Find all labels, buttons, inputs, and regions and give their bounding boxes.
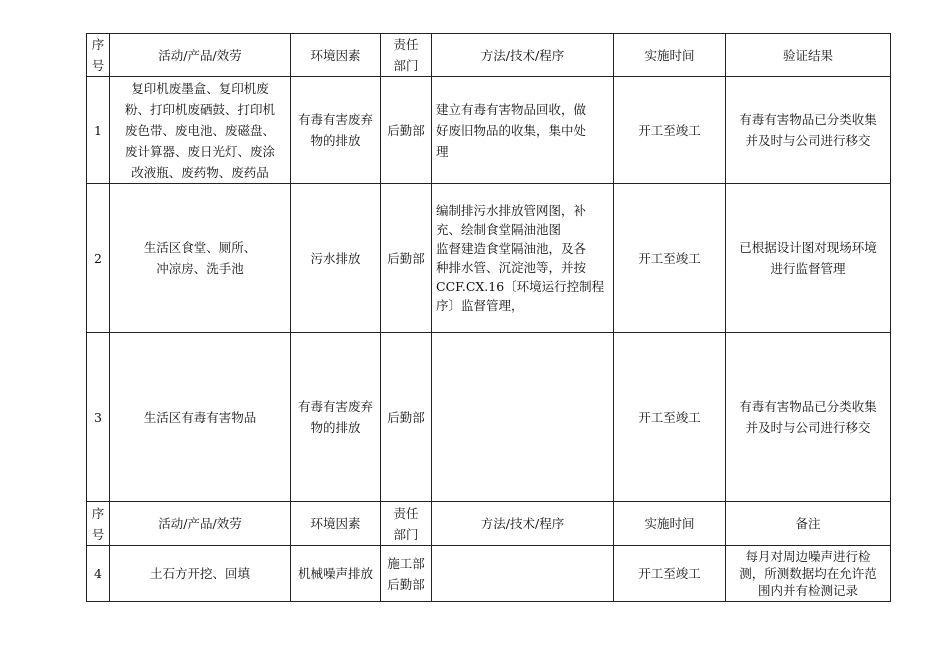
row-seq <box>87 77 110 184</box>
row-time-text: 开工至竣工 <box>638 566 701 581</box>
environmental-control-table <box>86 33 891 602</box>
header-factor <box>291 502 381 546</box>
row-seq <box>87 546 110 602</box>
row-method <box>432 184 614 333</box>
row-factor-text: 有毒有害废弃 物的排放 <box>297 112 373 148</box>
row-time-text: 开工至竣工 <box>638 409 701 425</box>
row-time <box>614 333 726 502</box>
row-dept-text: 后勤部 <box>387 409 425 425</box>
table-row <box>87 546 891 602</box>
row-factor <box>291 184 381 333</box>
header-dept-text: 责任 部门 <box>393 505 419 542</box>
row-result <box>726 77 891 184</box>
header-method <box>432 34 614 77</box>
row-seq-text: 1 <box>94 122 102 138</box>
row-result <box>726 333 891 502</box>
row-activity-text: 生活区食堂、厕所、 冲凉房、洗手池 <box>143 240 257 276</box>
row-dept-text: 后勤部 <box>387 122 425 138</box>
row-factor-text: 机械噪声排放 <box>297 566 373 581</box>
row-remark <box>726 546 891 602</box>
header-time-text: 实施时间 <box>644 47 695 63</box>
header-time-text: 实施时间 <box>644 516 695 531</box>
header-result-text: 验证结果 <box>782 47 833 63</box>
header-activity <box>110 34 291 77</box>
row-method <box>432 333 614 502</box>
row-dept <box>381 333 432 502</box>
header-seq <box>87 34 110 77</box>
row-seq-text: 2 <box>94 250 102 266</box>
header-method <box>432 502 614 546</box>
header-dept-text: 责任 部门 <box>393 37 419 73</box>
row-seq-text: 4 <box>94 566 102 581</box>
row-dept <box>381 184 432 333</box>
table-row <box>87 333 891 502</box>
row-result-text: 已根据设计图对现场环境 进行监督管理 <box>739 240 877 276</box>
row-method <box>432 546 614 602</box>
row-dept-text: 施工部 后勤部 <box>387 555 425 592</box>
row-time <box>614 546 726 602</box>
header-time <box>614 502 726 546</box>
header-dept <box>381 34 432 77</box>
header-remark-text: 备注 <box>795 516 821 531</box>
row-seq <box>87 333 110 502</box>
row-method <box>432 77 614 184</box>
row-time-text: 开工至竣工 <box>638 250 701 266</box>
row-dept <box>381 546 432 602</box>
table-row <box>87 184 891 333</box>
row-seq-text: 3 <box>94 409 102 425</box>
row-activity-text: 复印机废墨盒、复印机废 粉、打印机废硒鼓、打印机 废色带、废电池、废磁盘、 废计算器、废日光灯、废涂 改液瓶、废药物、废药品 <box>124 80 275 180</box>
header-time <box>614 34 726 77</box>
header-dept <box>381 502 432 546</box>
header-method-text: 方法/技术/程序 <box>480 516 565 531</box>
header-seq <box>87 502 110 546</box>
row-method-text: 建立有毒有害物品回收，做 好废旧物品的收集，集中处 理 <box>436 101 587 159</box>
row-activity-text: 生活区有毒有害物品 <box>143 409 257 425</box>
row-dept-text: 后勤部 <box>387 250 425 266</box>
row-activity <box>110 77 291 184</box>
header-method-text: 方法/技术/程序 <box>480 47 565 63</box>
row-factor <box>291 77 381 184</box>
row-result-text: 有毒有害物品已分类收集 并及时与公司进行移交 <box>739 112 877 148</box>
row-factor-text: 有毒有害废弃 物的排放 <box>297 399 373 435</box>
row-result-text: 有毒有害物品已分类收集 并及时与公司进行移交 <box>739 399 877 435</box>
header-seq-text: 序 号 <box>91 37 105 73</box>
header-factor-text: 环境因素 <box>310 516 361 531</box>
header-activity-text: 活动/产品/效劳 <box>158 47 242 63</box>
table-row <box>87 77 891 184</box>
row-activity <box>110 184 291 333</box>
row-factor <box>291 546 381 602</box>
header-remark <box>726 502 891 546</box>
row-activity <box>110 546 291 602</box>
row-factor-text: 污水排放 <box>310 250 361 266</box>
header-factor <box>291 34 381 77</box>
row-seq <box>87 184 110 333</box>
row-time-text: 开工至竣工 <box>638 122 701 138</box>
row-time <box>614 184 726 333</box>
header-row <box>87 34 891 77</box>
row-method-text: 编制排污水排放管网图，补 充、绘制食堂隔油池图 监督建造食堂隔油池，及各 种排水管、沉淀池等，并按 CCF.CX.16〔环境运行控制程 序〕监督管理， <box>436 203 605 313</box>
row-activity-text: 土石方开挖、回填 <box>149 566 250 581</box>
row-result <box>726 184 891 333</box>
header-activity-text: 活动/产品/效劳 <box>158 516 242 531</box>
header-activity <box>110 502 291 546</box>
header-seq-text: 序 号 <box>91 505 105 542</box>
row-time <box>614 77 726 184</box>
row-dept <box>381 77 432 184</box>
row-factor <box>291 333 381 502</box>
row-activity <box>110 333 291 502</box>
header-factor-text: 环境因素 <box>310 47 361 63</box>
row-remark-text: 每月对周边噪声进行检 测，所测数据均在允许范 围内并有检测记录 <box>739 549 877 598</box>
header-result <box>726 34 891 77</box>
header-row <box>87 502 891 546</box>
